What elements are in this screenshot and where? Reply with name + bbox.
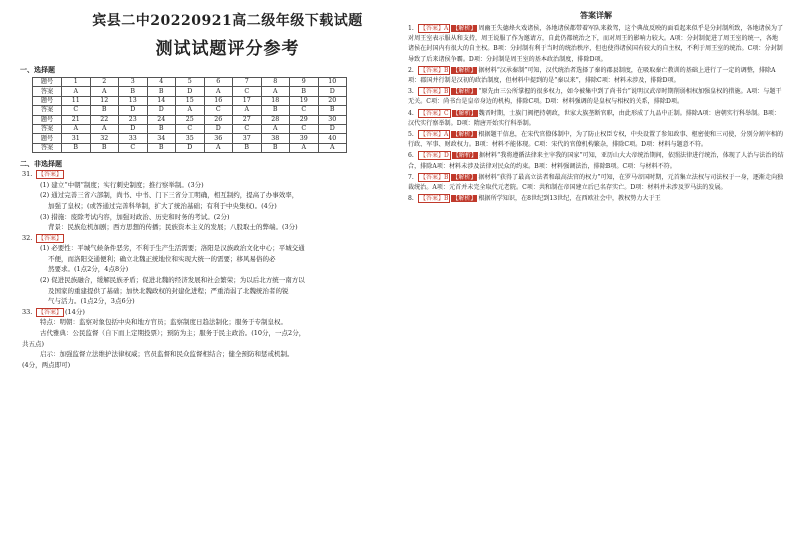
table-row bbox=[33, 115, 347, 124]
explanation-item bbox=[408, 194, 784, 204]
item-number: 6. bbox=[408, 152, 414, 160]
row-header-cell: 题号 bbox=[33, 134, 62, 143]
table-cell: C bbox=[119, 143, 148, 152]
explanation-text: “原先由三公所掌握的很多权力，如今被集中到了尚书台”说明汉武帝时期削弱相权加强皇权的措施。A项：与题干无关。C项：尚书台是皇帝身边的机构，排除C项。D项：材料强调的是皇权与相权的关系，排除D项。 bbox=[408, 88, 782, 106]
explanation-item bbox=[408, 109, 784, 129]
explanation-text: 据材料“我将遵循法律来主宰我的国家”可知，亚历山大大帝统治期间，依照法律进行统治，体现了人治与法治的结合，排除A项：材料未涉及法律对民众的约束。B项：材料强调法治，排除B项。C项：与材料不符。 bbox=[408, 152, 784, 170]
question-31 bbox=[22, 169, 405, 233]
table-cell: 7 bbox=[233, 78, 262, 87]
answer-tag: 【答案】B bbox=[420, 66, 449, 74]
table-cell: 38 bbox=[261, 134, 290, 143]
table-cell: B bbox=[119, 87, 148, 96]
table-cell: 33 bbox=[119, 134, 148, 143]
explanation-text: 根据题干信息，在宋代官僚体制中，为了防止权臣专权，中央设置了参知政事、枢密使和三司使，分别分割宰相的行政、军事、财政权力。B项：材料不能体现。C项：宋代的官僚机构繁杂，排除C项。D项：材料与题意不符。 bbox=[408, 131, 784, 149]
row-header-cell: 答案 bbox=[33, 143, 62, 152]
explanation-item bbox=[408, 87, 784, 107]
table-cell: D bbox=[176, 143, 205, 152]
explanation-text: 周幽王失德烽火戏诸侯，各地诸侯都带着军队来救驾，这个典故反映的面看起来似乎是分封制所致，各地诸侯为了对周王室表示服从和支持，周王说服了作为邀请方，自此仍都统治之下，而对周王的影响力较大。A项：分封制促进了周王室的统一，各地诸侯在封国内有很大的自主权。B项：分封制有利于当时的统治秩序，但也使得诸侯国有较大的自主权，不利于周王室的统治。C项：分封制导致了后来诸侯争霸。D项：分封制是周王室的基本政治制度，排除D项。 bbox=[408, 25, 784, 63]
answer-line: 然要求。(1点2分，4点8分) bbox=[48, 265, 129, 274]
table-cell: B bbox=[147, 87, 176, 96]
table-cell: A bbox=[233, 106, 262, 115]
table-cell: B bbox=[261, 143, 290, 152]
answer-tag: 【答案】 bbox=[38, 234, 63, 242]
item-number: 2. bbox=[408, 66, 414, 74]
explanation-item bbox=[408, 24, 784, 65]
exam-title: 宾县二中20220921高二级年级下载试题 bbox=[92, 13, 363, 29]
answer-tag: 【答案】A bbox=[420, 131, 449, 139]
score-note: (14分) bbox=[65, 307, 85, 316]
table-row bbox=[33, 124, 347, 133]
table-cell: 28 bbox=[261, 115, 290, 124]
answer-line: 背景：民族危机加剧；西方思想的传播；民族资本主义的发展；八股取士的弊端。(3分) bbox=[48, 223, 298, 232]
explanation-item bbox=[408, 151, 784, 171]
table-cell: 22 bbox=[90, 115, 119, 124]
table-cell: C bbox=[176, 124, 205, 133]
question-32 bbox=[22, 233, 405, 307]
row-header-cell: 题号 bbox=[33, 96, 62, 105]
answer-line: (4分，两点即可) bbox=[22, 360, 71, 369]
table-row bbox=[33, 134, 347, 143]
table-cell: C bbox=[290, 106, 319, 115]
explanation-text: 根据所学知识，在8世纪到13世纪，在西欧社会中，教权势力大于王 bbox=[478, 195, 661, 203]
analysis-tag: 【解析】 bbox=[452, 66, 477, 74]
answer-line: (1) 必要性：平城气候条件恶劣，不利于生产生活需要；洛阳是汉族政治文化中心；平城交通 bbox=[40, 244, 305, 253]
table-cell: D bbox=[147, 106, 176, 115]
table-cell: B bbox=[62, 143, 91, 152]
analysis-tag: 【解析】 bbox=[452, 195, 477, 203]
item-number: 4. bbox=[408, 109, 414, 117]
section-choice-heading: 一、选择题 bbox=[20, 65, 55, 74]
table-cell: D bbox=[204, 124, 233, 133]
question-33 bbox=[22, 307, 405, 371]
answer-tag: 【答案】D bbox=[420, 152, 449, 160]
answer-tag: 【答案】C bbox=[420, 109, 449, 117]
left-column bbox=[20, 10, 405, 370]
table-cell: B bbox=[290, 87, 319, 96]
analysis-tag: 【解析】 bbox=[452, 25, 477, 32]
answer-line: (2) 促进民族融合，缓解民族矛盾；促进北魏的经济发展和社会繁荣；为以后北方统一南方以 bbox=[40, 276, 305, 285]
explanation-text: 魏晋时期，士族门阀把持朝政，世家大族垄断官职，由此形成了九品中正制。排除A项：唐朝实行科举制。B项：汉代实行察举制。D项：隋唐开始实行科举制。 bbox=[408, 109, 780, 127]
item-number: 1. bbox=[408, 25, 414, 32]
table-cell: A bbox=[261, 87, 290, 96]
table-cell: 20 bbox=[318, 96, 347, 105]
table-cell: 39 bbox=[290, 134, 319, 143]
table-cell: 10 bbox=[318, 78, 347, 87]
table-cell: 12 bbox=[90, 96, 119, 105]
table-cell: 29 bbox=[290, 115, 319, 124]
item-number: 8. bbox=[408, 195, 414, 203]
table-cell: A bbox=[261, 124, 290, 133]
table-cell: 25 bbox=[176, 115, 205, 124]
table-cell: B bbox=[90, 106, 119, 115]
answer-line: 不便，而洛阳交通便利；确立北魏正统地位和实现大统一的需要；移风易俗的必 bbox=[48, 254, 276, 263]
table-cell: C bbox=[233, 124, 262, 133]
answer-tag: 【答案】 bbox=[38, 308, 63, 316]
table-cell: A bbox=[204, 143, 233, 152]
table-cell: 30 bbox=[318, 115, 347, 124]
explanation-item bbox=[408, 173, 784, 193]
analysis-tag: 【解析】 bbox=[452, 109, 477, 117]
explanation-title: 答案详解 bbox=[580, 10, 612, 20]
table-row bbox=[33, 143, 347, 152]
table-cell: D bbox=[176, 87, 205, 96]
table-cell: 14 bbox=[147, 96, 176, 105]
table-cell: D bbox=[318, 87, 347, 96]
row-header-cell: 答案 bbox=[33, 87, 62, 96]
table-cell: 40 bbox=[318, 134, 347, 143]
table-cell: B bbox=[147, 124, 176, 133]
table-cell: A bbox=[62, 124, 91, 133]
table-cell: 1 bbox=[62, 78, 91, 87]
table-cell: A bbox=[176, 106, 205, 115]
table-cell: D bbox=[318, 124, 347, 133]
answer-line: (1) 建立“中朝”制度；实行刺史制度；推行察举制。(3分) bbox=[40, 180, 204, 189]
table-cell: 8 bbox=[261, 78, 290, 87]
table-cell: 17 bbox=[233, 96, 262, 105]
table-cell: 31 bbox=[62, 134, 91, 143]
table-cell: 15 bbox=[176, 96, 205, 105]
table-cell: 4 bbox=[147, 78, 176, 87]
analysis-tag: 【解析】 bbox=[452, 173, 477, 181]
item-number: 3. bbox=[408, 88, 414, 96]
table-cell: 5 bbox=[176, 78, 205, 87]
answer-tag: 【答案】 bbox=[38, 171, 63, 179]
table-cell: 34 bbox=[147, 134, 176, 143]
table-cell: 19 bbox=[290, 96, 319, 105]
table-row bbox=[33, 106, 347, 115]
table-cell: A bbox=[90, 87, 119, 96]
explanation-item bbox=[408, 130, 784, 150]
answer-line: (2) 通过完善三省六部制，尚书、中书、门下三省分工明确，相互制约，提高了办事效率， bbox=[40, 191, 299, 200]
table-cell: 26 bbox=[204, 115, 233, 124]
table-cell: C bbox=[62, 106, 91, 115]
item-number: 5. bbox=[408, 131, 414, 139]
table-cell: 18 bbox=[261, 96, 290, 105]
table-cell: 16 bbox=[204, 96, 233, 105]
table-cell: A bbox=[318, 143, 347, 152]
table-cell: 27 bbox=[233, 115, 262, 124]
item-number: 7. bbox=[408, 173, 414, 181]
question-number: 33. bbox=[22, 307, 33, 316]
analysis-tag: 【解析】 bbox=[452, 152, 477, 160]
table-cell: B bbox=[233, 143, 262, 152]
question-number: 32. bbox=[22, 233, 33, 242]
explanation-list bbox=[408, 24, 784, 204]
table-cell: B bbox=[90, 143, 119, 152]
table-cell: 21 bbox=[62, 115, 91, 124]
table-cell: C bbox=[204, 106, 233, 115]
answer-line: (3) 措施：废除考试内容，加强对政治、历史和时务的考试。(2分) bbox=[40, 212, 230, 221]
table-cell: B bbox=[318, 106, 347, 115]
answer-tag: 【答案】B bbox=[420, 173, 449, 181]
question-number: 31. bbox=[22, 170, 33, 179]
right-column bbox=[408, 10, 784, 205]
table-cell: 3 bbox=[119, 78, 148, 87]
table-cell: D bbox=[119, 124, 148, 133]
table-cell: B bbox=[261, 106, 290, 115]
table-row bbox=[33, 87, 347, 96]
table-cell: 2 bbox=[90, 78, 119, 87]
answer-line: 气与活力。(1点2分，3点6分) bbox=[48, 297, 135, 306]
table-cell: 36 bbox=[204, 134, 233, 143]
table-cell: A bbox=[90, 124, 119, 133]
answer-line: 加强了皇权；(或答通过完善科举制，扩大了统治基础；有利于中央集权)。(4分) bbox=[48, 201, 277, 210]
table-cell: 35 bbox=[176, 134, 205, 143]
table-cell: A bbox=[290, 143, 319, 152]
section-nonchoice-heading: 二、非选择题 bbox=[20, 159, 62, 169]
analysis-tag: 【解析】 bbox=[452, 88, 477, 96]
explanation-item bbox=[408, 66, 784, 86]
answer-line: 古代雅典：公民监督（自下而上定期投票）；预防为主；服务于民主政治。(10分，一点2分， bbox=[40, 329, 306, 338]
table-cell: 37 bbox=[233, 134, 262, 143]
table-row bbox=[33, 96, 347, 105]
analysis-tag: 【解析】 bbox=[452, 131, 477, 139]
table-cell: 24 bbox=[147, 115, 176, 124]
table-cell: C bbox=[290, 124, 319, 133]
table-cell: D bbox=[119, 106, 148, 115]
row-header-cell: 题号 bbox=[33, 78, 62, 87]
explanation-text: 据材料“汉承秦制”可知，汉代统治者选择了秦的郡县制度，在吸取秦亡教训的基础上进行了一定的调整，排除A项：郡国并行制是汉初的政治制度，但材料中提到的是“秦以来”，排除C项：材料未涉及，排除D项。 bbox=[408, 66, 776, 85]
answer-table bbox=[32, 77, 347, 153]
explanation-text: 据材料“获得了最高立法者和最高法官的权力”可知，在罗马帝国时期，元首集立法权与司法权于一身，逐渐走向独裁统治。A项：元首并未完全取代元老院。C项：共和制在帝国建立后已名存实亡。D项：材料并未涉及罗马法的发展。 bbox=[408, 173, 784, 192]
row-header-cell: 答案 bbox=[33, 106, 62, 115]
answer-line: 共五点) bbox=[22, 339, 45, 348]
answer-tag: 【答案】A bbox=[420, 25, 449, 32]
answer-line: 及国家的重建提供了基础；加快北魏政权的封建化进程；严重消弱了北魏统治者的锐 bbox=[48, 286, 289, 295]
table-cell: 6 bbox=[204, 78, 233, 87]
row-header-cell: 答案 bbox=[33, 124, 62, 133]
table-row bbox=[33, 78, 347, 87]
answer-tag: 【答案】B bbox=[420, 195, 449, 203]
answer-line: 启示：加强监督立法维护法律权威；官员监督和民众监督相结合；健全预防和惩戒机制。 bbox=[40, 350, 294, 359]
row-header-cell: 题号 bbox=[33, 115, 62, 124]
table-cell: 9 bbox=[290, 78, 319, 87]
table-cell: A bbox=[62, 87, 91, 96]
table-cell: 23 bbox=[119, 115, 148, 124]
answer-tag: 【答案】B bbox=[420, 88, 449, 96]
table-cell: A bbox=[204, 87, 233, 96]
table-cell: 11 bbox=[62, 96, 91, 105]
answer-line: 特点：明朝：监察对象包括中央和地方官员；监察制度日趋法制化；服务于专制皇权。 bbox=[40, 318, 287, 327]
table-cell: B bbox=[147, 143, 176, 152]
table-cell: C bbox=[233, 87, 262, 96]
table-cell: 32 bbox=[90, 134, 119, 143]
table-cell: 13 bbox=[119, 96, 148, 105]
exam-subtitle: 测试试题评分参考 bbox=[155, 39, 300, 59]
